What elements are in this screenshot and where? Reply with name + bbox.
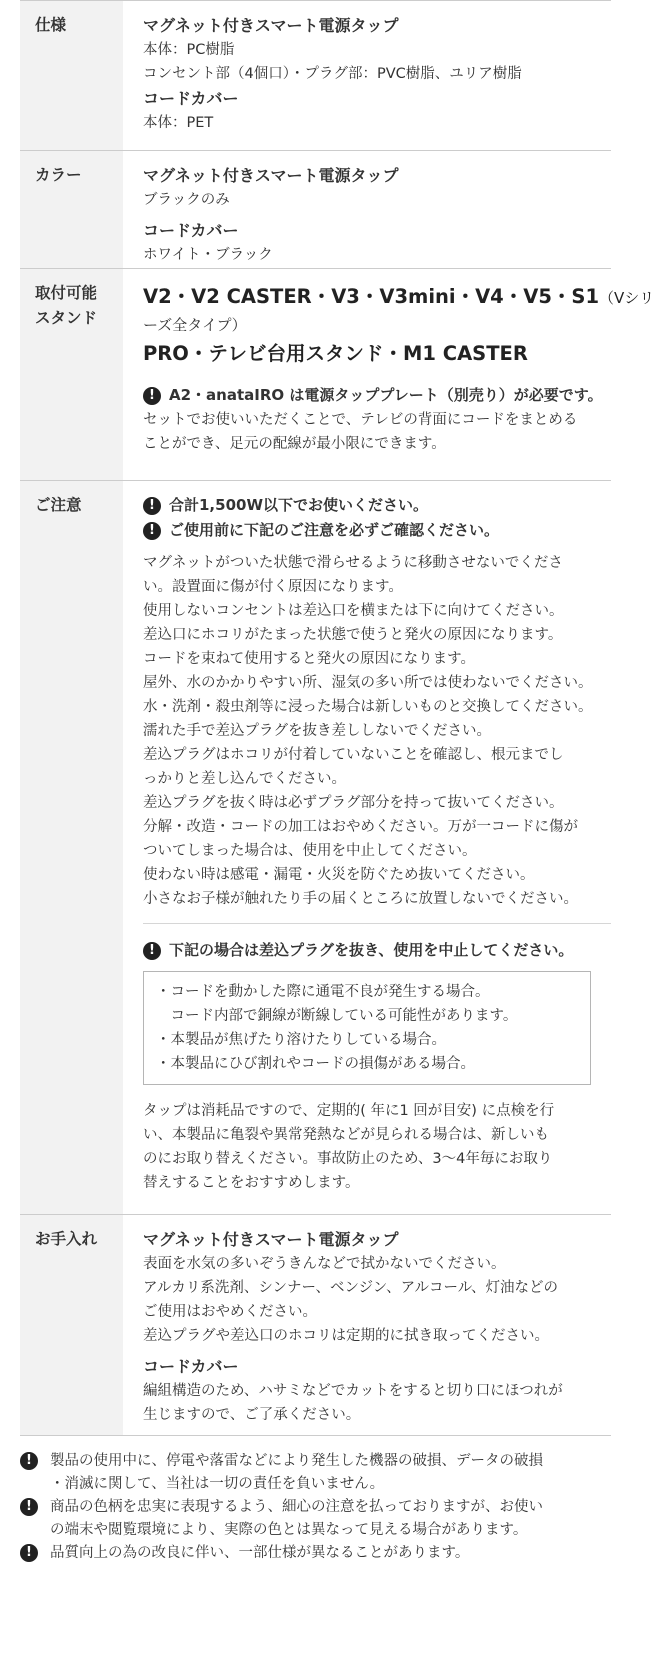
color-tap-value: ブラックのみ bbox=[143, 192, 230, 208]
caution-line: 水・洗剤・殺虫剤等に浸った場合は新しいものと交換してください。 bbox=[143, 699, 593, 715]
caution-stop-conditions-box bbox=[143, 971, 591, 1085]
stand-models-line1 bbox=[143, 282, 654, 313]
row-body-spec bbox=[123, 1, 611, 150]
caution-line: コードを束ねて使用すると発火の原因になります。 bbox=[143, 651, 475, 667]
row-body-stand bbox=[123, 269, 654, 480]
stand-warning bbox=[143, 383, 654, 408]
footnote-line: 製品の使用中に、停電や落雷などにより発生した機器の破損、データの破損 bbox=[50, 1453, 543, 1469]
footnote-line: 商品の色柄を忠実に表現するよう、細心の注意を払っておりますが、お使い bbox=[50, 1499, 543, 1515]
caution-list bbox=[143, 551, 611, 911]
caution-line: 使わない時は感電・漏電・火災を防ぐため抜いてください。 bbox=[143, 867, 535, 883]
row-label-care: お手入れ bbox=[20, 1215, 123, 1435]
stand-models-line2: PRO・テレビ台用スタンド・M1 CASTER bbox=[143, 342, 528, 365]
caution-line: い。設置面に傷が付く原因になります。 bbox=[143, 579, 403, 595]
footnote-line: の端末や閲覧環境により、実際の色とは異なって見える場合があります。 bbox=[50, 1522, 528, 1538]
exclamation-icon: ! bbox=[20, 1544, 38, 1562]
care-line: ご使用はおやめください。 bbox=[143, 1304, 317, 1320]
caution-divider bbox=[143, 923, 611, 924]
exclamation-icon: ! bbox=[143, 497, 161, 515]
stand-note-b: ーズ全タイプ） bbox=[143, 316, 247, 334]
row-body-color bbox=[123, 151, 611, 268]
stand-warning-text: A2・anataIRO は電源タッププレート（別売り）が必要です。 bbox=[169, 386, 603, 404]
care-line: 生じますので、ご了承ください。 bbox=[143, 1407, 361, 1423]
care-subtitle-cover: コードカバー bbox=[143, 1357, 239, 1376]
footnote-text bbox=[50, 1542, 469, 1565]
caution-line: 小さなお子様が触れたり手の届くところに放置しないでください。 bbox=[143, 891, 578, 907]
caution-line: 差込プラグを抜く時は必ずプラグ部分を持って抜いてください。 bbox=[143, 795, 564, 811]
caution-tail-line: 替えすることをおすすめします。 bbox=[143, 1175, 360, 1191]
spec-subtitle-cover: コードカバー bbox=[143, 89, 239, 108]
spec-outlet-material: コンセント部（4個口）・プラグ部：PVC樹脂、ユリア樹脂 bbox=[143, 66, 522, 82]
row-label-spec: 仕様 bbox=[20, 1, 123, 150]
caution-line: 差込プラグはホコリが付着していないことを確認し、根元までし bbox=[143, 747, 564, 763]
row-body-care bbox=[123, 1215, 611, 1435]
spec-subtitle-tap: マグネット付きスマート電源タップ bbox=[143, 16, 399, 35]
caution-warning-2-text: ご使用前に下記のご注意を必ずご確認ください。 bbox=[169, 521, 500, 539]
exclamation-icon: ! bbox=[143, 522, 161, 540]
caution-warning-1-text: 合計1,500W以下でお使いください。 bbox=[169, 496, 428, 514]
spec-body-material: 本体：PC樹脂 bbox=[143, 42, 235, 58]
caution-warning-1 bbox=[143, 493, 611, 518]
care-line: アルカリ系洗剤、シンナー、ベンジン、アルコール、灯油などの bbox=[143, 1280, 559, 1296]
row-body-caution bbox=[123, 481, 611, 1214]
caution-line: 屋外、水のかかりやすい所、湿気の多い所では使わないでください。 bbox=[143, 675, 593, 691]
caution-line: っかりと差し込んでください。 bbox=[143, 771, 346, 787]
stop-condition-item: ・コードを動かした際に通電不良が発生する場合。 bbox=[156, 984, 490, 1000]
caution-line: 使用しないコンセントは差込口を横または下に向けてください。 bbox=[143, 603, 564, 619]
stop-condition-item: コード内部で銅線が断線している可能性があります。 bbox=[156, 1008, 518, 1024]
row-label-caution: ご注意 bbox=[20, 481, 123, 1214]
caution-warning-3-text: 下記の場合は差込プラグを抜き、使用を中止してください。 bbox=[169, 941, 574, 959]
row-color bbox=[20, 151, 611, 269]
row-care bbox=[20, 1215, 611, 1436]
footnotes bbox=[20, 1450, 611, 1565]
care-subtitle-tap: マグネット付きスマート電源タップ bbox=[143, 1230, 399, 1249]
color-subtitle-cover: コードカバー bbox=[143, 221, 239, 240]
row-spec bbox=[20, 1, 611, 151]
footnote-item bbox=[20, 1542, 611, 1565]
footnote-text bbox=[50, 1496, 543, 1542]
caution-warning-3 bbox=[143, 938, 611, 963]
row-stand bbox=[20, 269, 654, 481]
care-line: 表面を水気の多いぞうきんなどで拭かないでください。 bbox=[143, 1256, 506, 1272]
caution-warning-2 bbox=[143, 518, 611, 543]
row-caution bbox=[20, 481, 611, 1215]
exclamation-icon: ! bbox=[20, 1452, 38, 1470]
spec-cover-material: 本体：PET bbox=[143, 115, 214, 131]
caution-tail bbox=[143, 1099, 611, 1195]
footnote-line: ・消滅に関して、当社は一切の責任を負いません。 bbox=[50, 1476, 385, 1492]
caution-tail-line: のにお取り替えください。事故防止のため、3～4年毎にお取り bbox=[143, 1151, 553, 1167]
caution-line: ついてしまった場合は、使用を中止してください。 bbox=[143, 843, 477, 859]
stand-label-line1: 取付可能 bbox=[35, 284, 98, 302]
footnote-item bbox=[20, 1450, 611, 1496]
stand-note-a: （Vシリ bbox=[599, 289, 654, 307]
caution-line: 濡れた手で差込プラグを抜き差ししないでください。 bbox=[143, 723, 491, 739]
row-label-color: カラー bbox=[20, 151, 123, 268]
caution-tail-line: タップは消耗品ですので、定期的( 年に1 回が目安) に点検を行 bbox=[143, 1103, 555, 1119]
stop-condition-item: ・本製品にひび割れやコードの損傷がある場合。 bbox=[156, 1056, 475, 1072]
stand-desc-2: ことができ、足元の配線が最小限にできます。 bbox=[143, 436, 446, 452]
spec-table bbox=[20, 0, 654, 1436]
caution-line: 分解・改造・コードの加工はおやめください。万が一コードに傷が bbox=[143, 819, 578, 835]
footnote-item bbox=[20, 1496, 611, 1542]
color-cover-value: ホワイト・ブラック bbox=[143, 247, 273, 263]
color-subtitle-tap: マグネット付きスマート電源タップ bbox=[143, 166, 399, 185]
caution-line: マグネットがついた状態で滑らせるように移動させないでくださ bbox=[143, 555, 563, 571]
stand-label-line2: スタンド bbox=[35, 309, 98, 327]
row-label-stand bbox=[20, 269, 123, 480]
stand-desc-1: セットでお使いいただくことで、テレビの背面にコードをまとめる bbox=[143, 412, 578, 428]
stand-models-text1: V2・V2 CASTER・V3・V3mini・V4・V5・S1 bbox=[143, 285, 600, 308]
care-line: 編組構造のため、ハサミなどでカットをすると切り口にほつれが bbox=[143, 1383, 563, 1399]
exclamation-icon: ! bbox=[143, 942, 161, 960]
exclamation-icon: ! bbox=[20, 1498, 38, 1516]
caution-line: 差込口にホコリがたまった状態で使うと発火の原因になります。 bbox=[143, 627, 563, 643]
exclamation-icon: ! bbox=[143, 387, 161, 405]
care-line: 差込プラグや差込口のホコリは定期的に拭き取ってください。 bbox=[143, 1328, 549, 1344]
caution-tail-line: い、本製品に亀裂や異常発熱などが見られる場合は、新しいも bbox=[143, 1127, 549, 1143]
stop-condition-item: ・本製品が焦げたり溶けたりしている場合。 bbox=[156, 1032, 446, 1048]
footnote-text bbox=[50, 1450, 543, 1496]
footnote-line: 品質向上の為の改良に伴い、一部仕様が異なることがあります。 bbox=[50, 1545, 470, 1561]
